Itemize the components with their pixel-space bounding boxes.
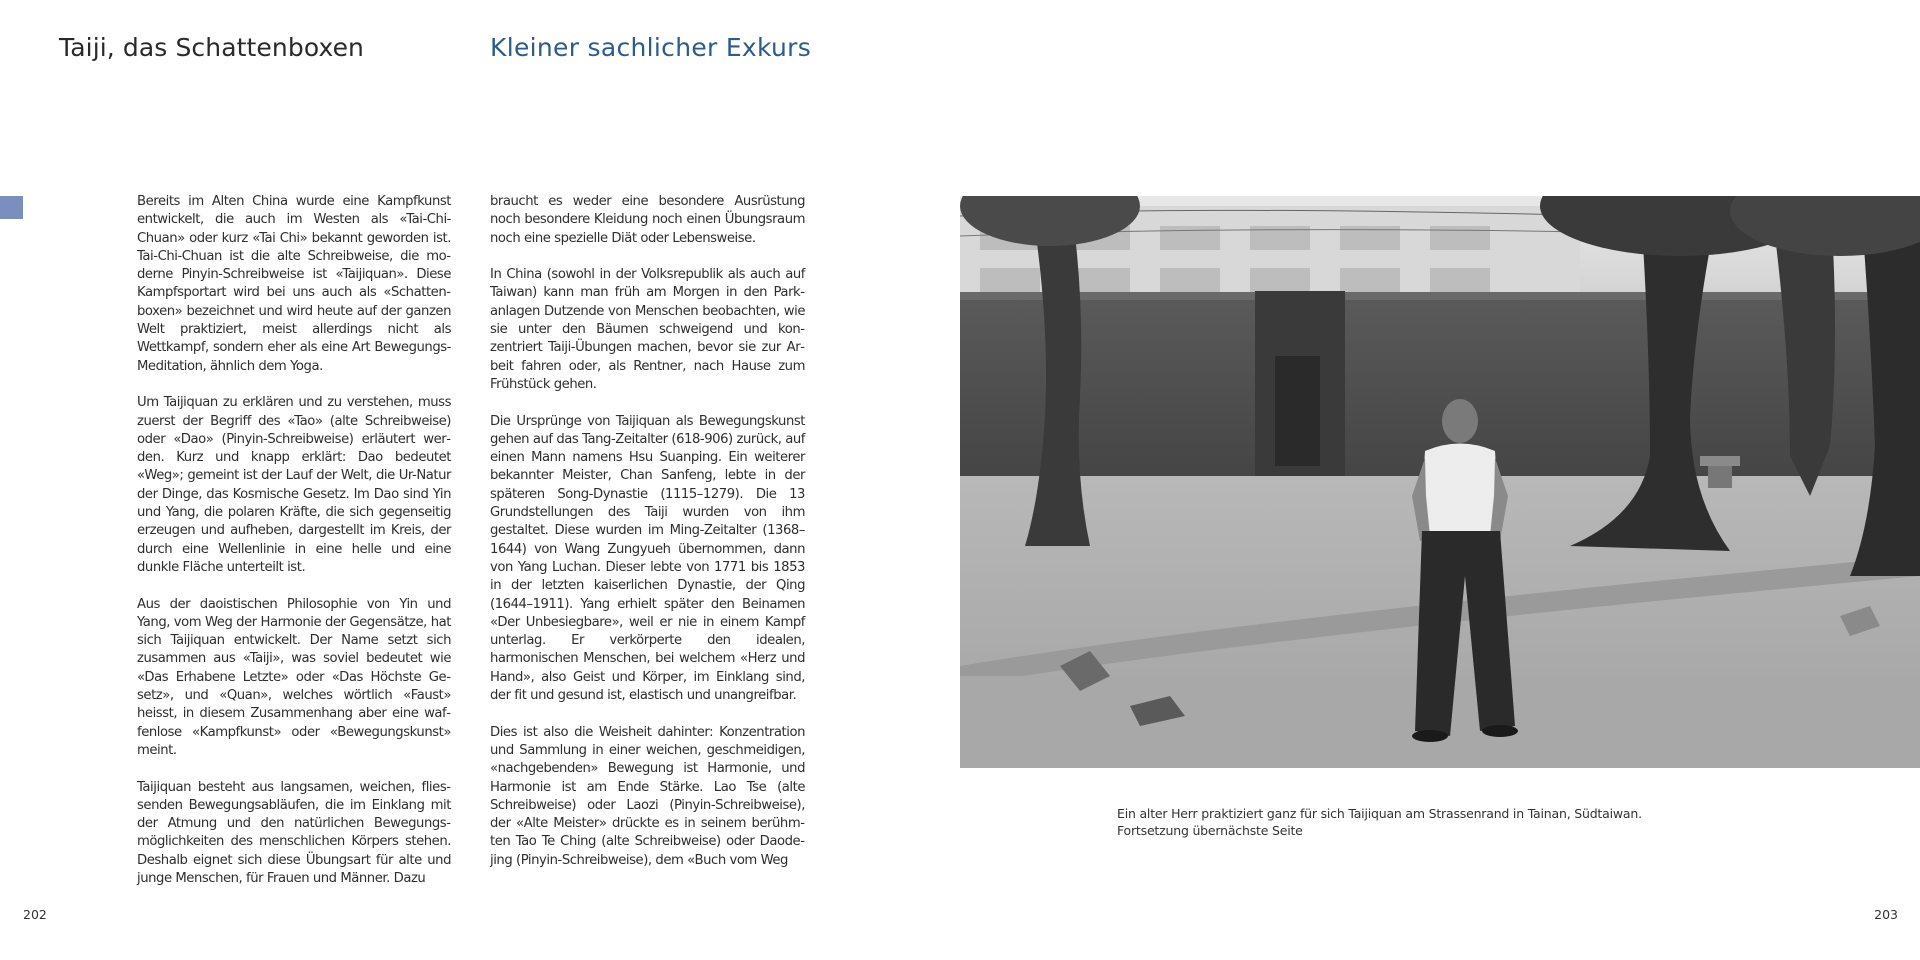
- caption-line: Ein alter Herr praktiziert ganz für sich Taijiquan am Strassenrand in Tainan, Südtaiwan.: [1117, 806, 1642, 821]
- paragraph: braucht es weder eine besondere Ausrüstung noch besondere Kleidung noch einen Übungsraum noch eine spezielle Diät oder Lebensweise.: [490, 194, 805, 246]
- running-header-left: Taiji, das Schattenboxen: [59, 33, 364, 62]
- caption-continuation: Fortsetzung übernächste Seite: [1117, 823, 1303, 838]
- paragraph: Dies ist also die Weisheit dahinter: Konzentration und Sammlung in einer weichen, geschmeidigen, «nachgebenden» Bewegung ist Harmonie, und Harmonie ist am Ende Stärke. Lao Tse (alte Schreibweise) oder Laozi (Pinyin-Schreibweise), der «Alte Meister» drückte es in seinem berühmten Tao Te Ching (alte Schreibweise) oder Daodejing (Pinyin-Schreibweise), dem «Buch vom Weg: [490, 724, 805, 868]
- photo-caption: [1117, 805, 1737, 839]
- paragraph: Taijiquan besteht aus langsamen, weichen, fliessenden Bewegungsabläufen, die im Einklang mit der Atmung und den natürlichen Bewegungsmöglichkeiten des menschlichen Körpers stehen. Deshalb eignet sich diese Übungsart für alte und junge Menschen, für Frauen und Männer. Dazu: [137, 779, 451, 886]
- paragraph: Aus der daoistischen Philosophie von Yin und Yang, vom Weg der Harmonie der Gegensätze, hat sich Taijiquan entwickelt. Der Name setzt sich zusammen aus «Taiji», was soviel bedeutet wie «Das Erhabene Letzte» oder «Das Höchste Gesetz», und «Quan», welches wörtlich «Faust» heisst, in diesem Zusammenhang aber eine waffenlose «Kampfkunst» oder «Bewegungskunst» meint.: [137, 596, 451, 758]
- paragraph: In China (sowohl in der Volksrepublik als auch auf Taiwan) kann man früh am Morgen in den Parkanlagen Dutzende von Menschen beobachten, wie sie unter den Bäumen schweigend und konzentriert Taiji-Übungen machen, bevor sie zur Arbeit fahren oder, als Rentner, nach Hause zum Frühstück gehen.: [490, 267, 805, 392]
- photo-taiji-man: [960, 196, 1920, 768]
- paragraph: Um Taijiquan zu erklären und zu verstehen, muss zuerst der Begriff des «Tao» (alte Schreibweise) oder «Dao» (Pinyin-Schreibweise) erläutert werden. Kurz und knapp erklärt: Dao bedeutet «Weg»; gemeint ist der Lauf der Welt, die Ur-Natur der Dinge, das Kosmische Gesetz. Im Dao sind Yin und Yang, die polaren Kräfte, die sich gegenseitig erzeugen und aufheben, dargestellt im Kreis, der durch eine Wellenlinie in eine helle und eine dunkle Fläche unterteilt ist.: [137, 395, 451, 575]
- page-number-right: 203: [1874, 907, 1898, 922]
- page-number-left: 202: [23, 907, 47, 922]
- paragraph: Bereits im Alten China wurde eine Kampfkunst entwickelt, die auch im Westen als «Tai-Chi-Chuan» oder kurz «Tai Chi» bekannt geworden ist. Tai-Chi-Chuan ist die alte Schreibweise, die moderne Pinyin-Schreibweise ist «Taijiquan». Diese Kampfsportart wird bei uns auch als «Schattenboxen» bezeichnet und wird heute auf der ganzen Welt praktiziert, meist allerdings nicht als Wettkampf, sondern eher als eine Art Bewegungs-Meditation, ähnlich dem Yoga.: [137, 194, 451, 374]
- section-title: Kleiner sachlicher Exkurs: [490, 33, 812, 62]
- paragraph: Die Ursprünge von Taijiquan als Bewegungskunst gehen auf das Tang-Zeitalter (618-906) zurück, auf einen Mann namens Hsu Suanping. Ein weiterer bekannter Meister, Chan Sanfeng, lebte in der späteren Song-Dynastie (1115–1279). Die 13 Grundstellungen des Taiji wurden von ihm gestaltet. Diese wurden im Ming-Zeitalter (1368–1644) von Wang Zungyueh übernommen, dann von Yang Luchan. Dieser lebte von 1771 bis 1853 in der letzten kaiserlichen Dynastie, der Qing (1644–1911). Yang erhielt später den Beinamen «Der Unbesiegbare», weil er nie in einem Kampf unterlag. Er verkörperte den idealen, harmonischen Menschen, bei welchem «Herz und Hand», also Geist und Körper, im Einklang sind, der fit und gesund ist, elastisch und unangreifbar.: [490, 413, 805, 704]
- chapter-marker: [0, 196, 23, 219]
- text-column-right: [490, 193, 805, 888]
- text-column-left: [137, 193, 451, 907]
